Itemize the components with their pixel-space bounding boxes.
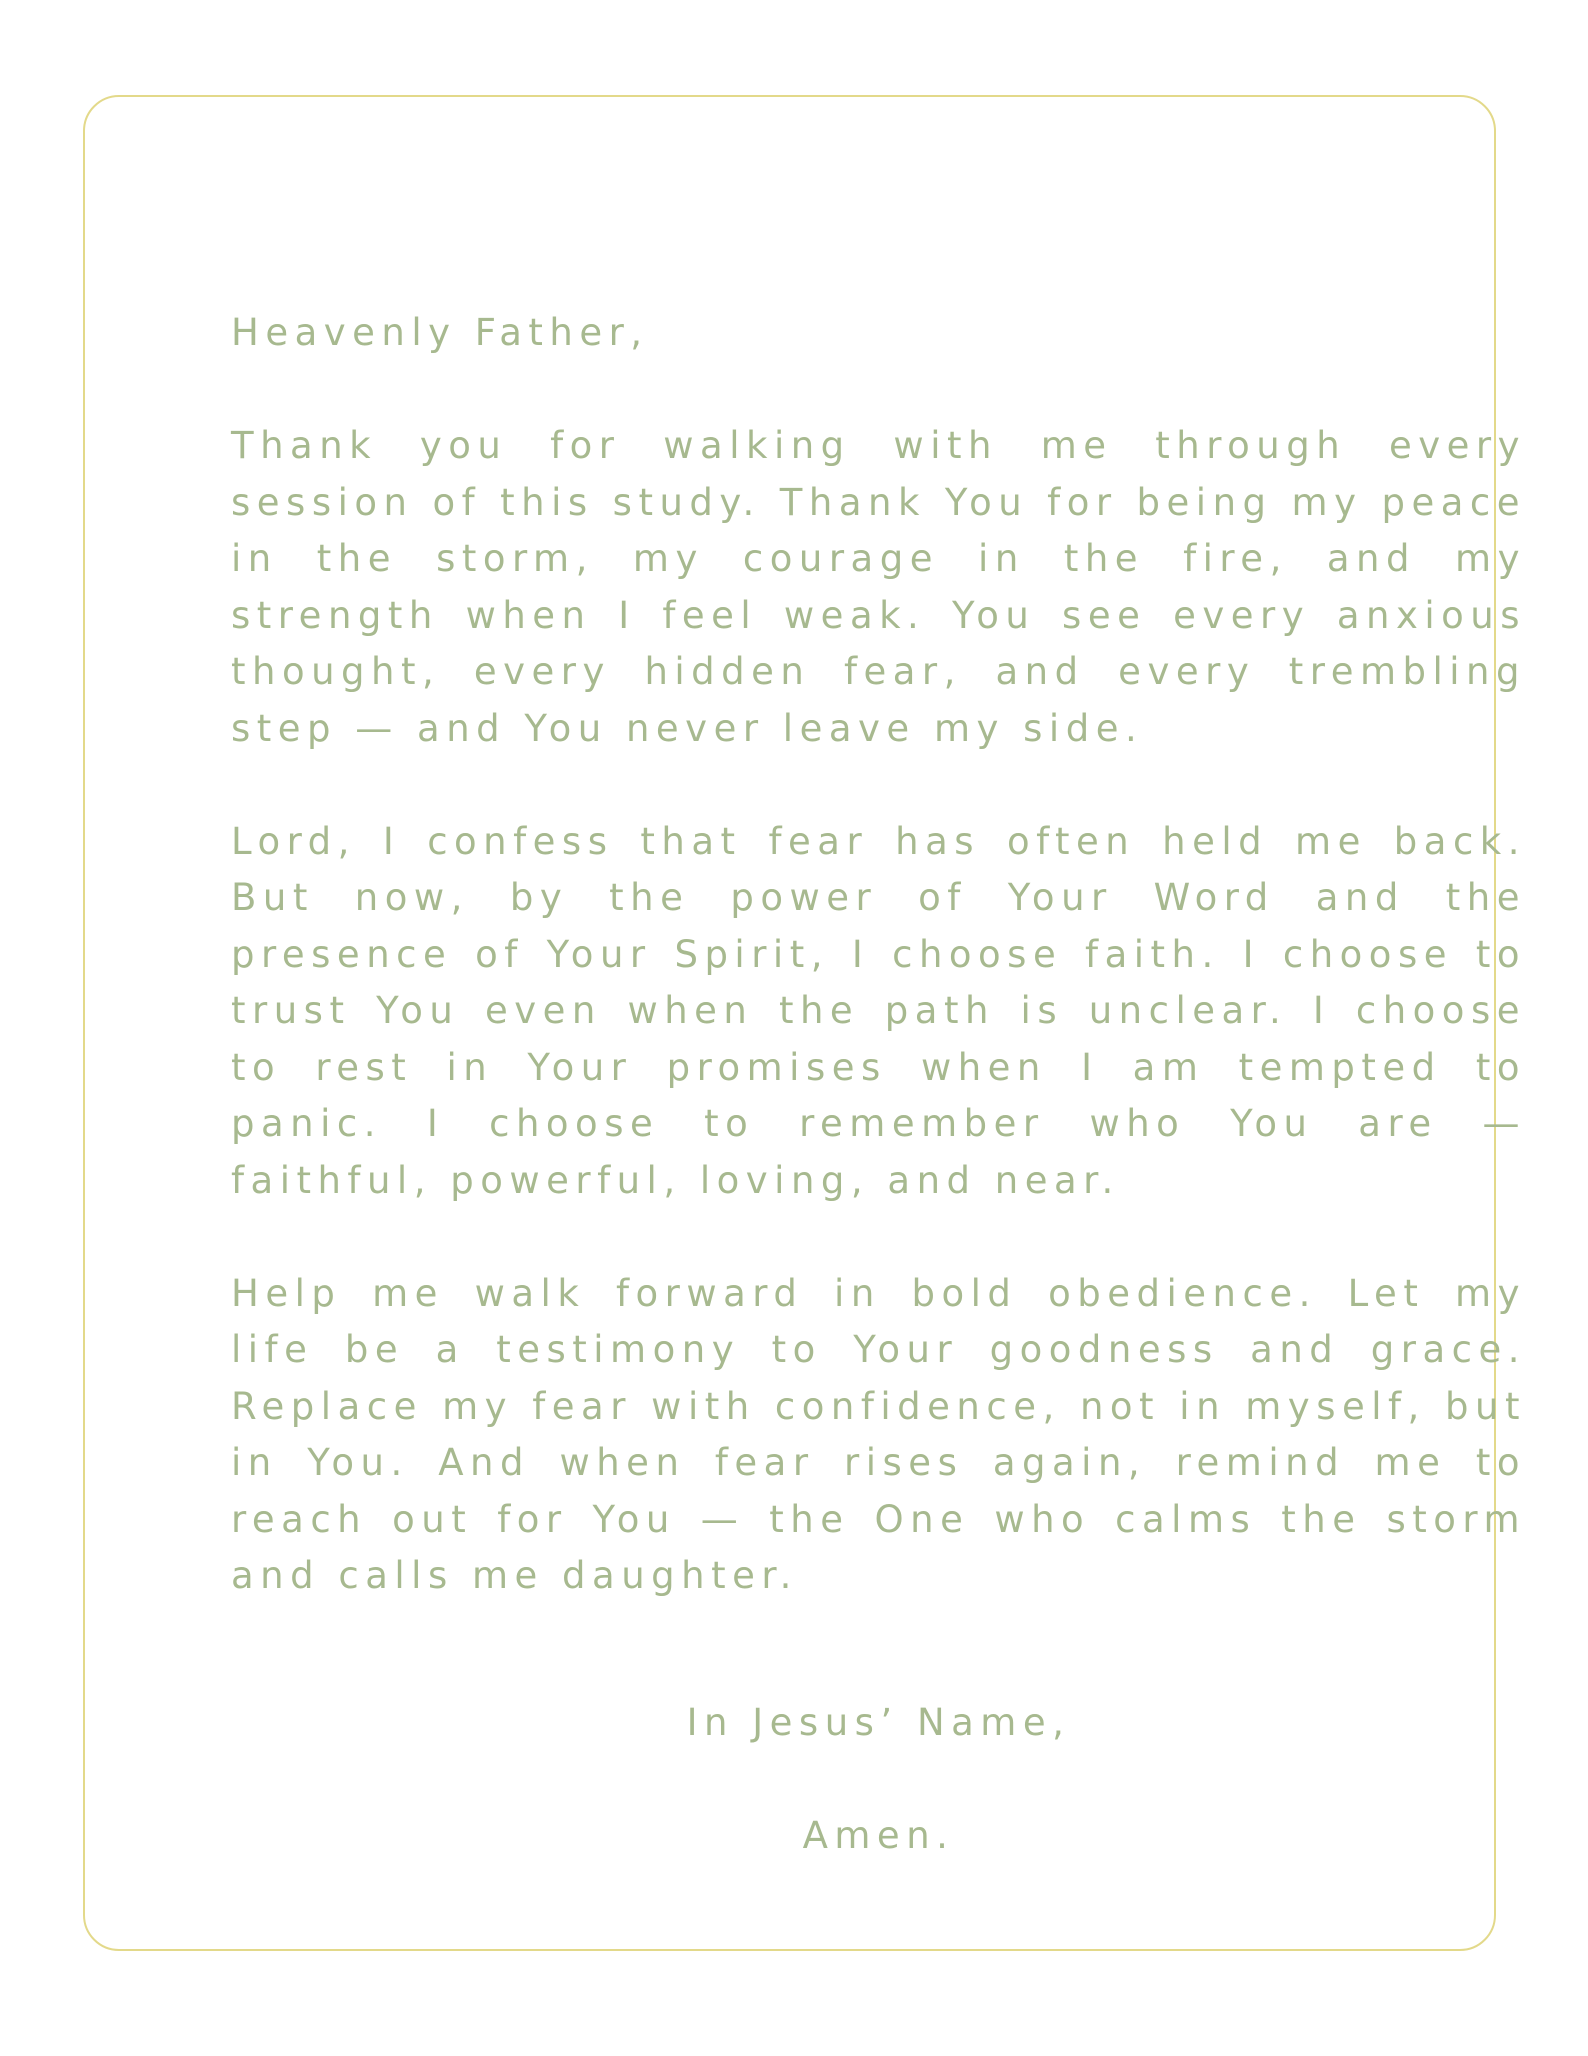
greeting: Heavenly Father, (231, 311, 649, 354)
prayer-card (83, 95, 1526, 1951)
prayer-paragraph: Thank you for walking with me through every session of this study. Thank You for being my peace in the storm, my courage in the fire, and my strength when I feel weak. You see every anxious thought, every hidden fear, and every trembling step — and You never leave my side. (231, 424, 1526, 750)
prayer-body (231, 305, 1526, 1857)
amen: Amen. (802, 1814, 955, 1857)
prayer-paragraph: Lord, I confess that fear has often held me back. But now, by the power of Your Word and the presence of Your Spirit, I choose faith. I choose to trust You even when the path is unclear. I choose to rest in Your promises when I am tempted to panic. I choose to remember who You are — faithful, powerful, loving, and near. (231, 819, 1526, 1202)
closing-line: In Jesus’ Name, (686, 1701, 1071, 1744)
prayer-paragraph: Help me walk forward in bold obedience. Let my life be a testimony to Your goodness and grace. Replace my fear with confidence, not in myself, but in You. And when fear rises again, remind me to reach out for You — the One who calms the storm and calls me daughter. (231, 1271, 1526, 1597)
